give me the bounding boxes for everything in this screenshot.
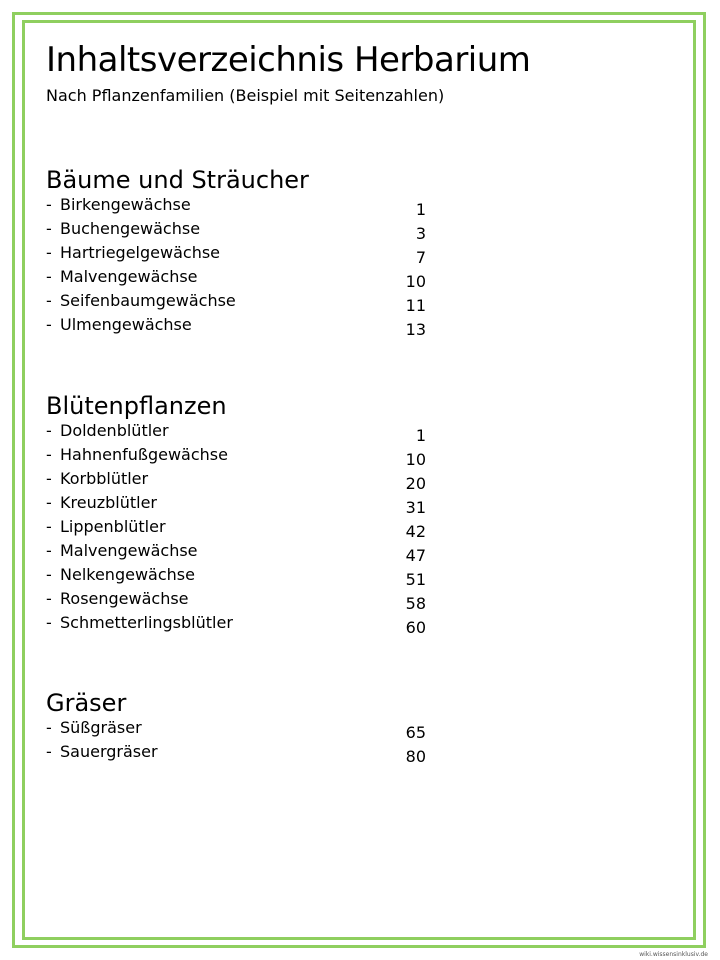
list-item [46, 742, 446, 766]
list-item [46, 315, 446, 339]
list-dash: - [46, 291, 52, 310]
section-heading: Bäume und Sträucher [46, 166, 309, 194]
page-number: 80 [405, 747, 426, 766]
list-item [46, 291, 446, 315]
list-dash: - [46, 445, 52, 464]
list-item [46, 195, 446, 219]
list-item [46, 565, 446, 589]
list-item [46, 517, 446, 541]
list-dash: - [46, 589, 52, 608]
list-dash: - [46, 742, 52, 761]
list-item [46, 243, 446, 267]
page-number: 11 [405, 296, 426, 315]
list-dash: - [46, 469, 52, 488]
page-number: 7 [415, 248, 426, 267]
page-number: 3 [415, 224, 426, 243]
list-item [46, 541, 446, 565]
list-item [46, 613, 446, 637]
item-name: Buchengewächse [60, 219, 201, 238]
page-number: 31 [405, 498, 426, 517]
item-name: Malvengewächse [60, 267, 198, 286]
section-baeume-und-straeucher [46, 165, 446, 339]
page-number: 42 [405, 522, 426, 541]
item-name: Schmetterlingsblütler [60, 613, 233, 632]
item-name: Rosengewächse [60, 589, 189, 608]
page-number: 47 [405, 546, 426, 565]
list-dash: - [46, 421, 52, 440]
list-item [46, 267, 446, 291]
list-dash: - [46, 315, 52, 334]
page-number: 1 [415, 200, 426, 219]
list-dash: - [46, 517, 52, 536]
list-item [46, 589, 446, 613]
list-item [46, 219, 446, 243]
item-name: Birkengewächse [60, 195, 191, 214]
page-number: 20 [405, 474, 426, 493]
list-dash: - [46, 243, 52, 262]
list-item [46, 718, 446, 742]
list-dash: - [46, 718, 52, 737]
section-graeser [46, 688, 446, 766]
section-bluetenpflanzen [46, 391, 446, 637]
item-name: Süßgräser [60, 718, 142, 737]
item-name: Malvengewächse [60, 541, 198, 560]
page-number: 10 [405, 450, 426, 469]
list-item [46, 469, 446, 493]
section-heading: Gräser [46, 689, 127, 717]
item-name: Seifenbaumgewächse [60, 291, 236, 310]
page-number: 58 [405, 594, 426, 613]
page-number: 1 [415, 426, 426, 445]
list-dash: - [46, 267, 52, 286]
item-name: Kreuzblütler [60, 493, 157, 512]
list-dash: - [46, 493, 52, 512]
page-number: 60 [405, 618, 426, 637]
item-name: Sauergräser [60, 742, 158, 761]
page-number: 10 [405, 272, 426, 291]
item-name: Lippenblütler [60, 517, 166, 536]
page-subtitle: Nach Pflanzenfamilien (Beispiel mit Seitenzahlen) [46, 86, 445, 105]
item-name: Nelkengewächse [60, 565, 195, 584]
page-number: 51 [405, 570, 426, 589]
page-title: Inhaltsverzeichnis Herbarium [46, 40, 531, 80]
list-item [46, 421, 446, 445]
list-item [46, 493, 446, 517]
page-number: 13 [405, 320, 426, 339]
page-number: 65 [405, 723, 426, 742]
list-item [46, 445, 446, 469]
list-dash: - [46, 219, 52, 238]
item-name: Korbblütler [60, 469, 149, 488]
item-name: Hahnenfußgewächse [60, 445, 228, 464]
footer-credit: wiki.wissensinklusiv.de [639, 951, 708, 958]
list-dash: - [46, 195, 52, 214]
item-name: Ulmengewächse [60, 315, 192, 334]
item-name: Hartriegelgewächse [60, 243, 221, 262]
item-name: Doldenblütler [60, 421, 169, 440]
list-dash: - [46, 541, 52, 560]
list-dash: - [46, 565, 52, 584]
section-heading: Blütenpflanzen [46, 392, 227, 420]
list-dash: - [46, 613, 52, 632]
